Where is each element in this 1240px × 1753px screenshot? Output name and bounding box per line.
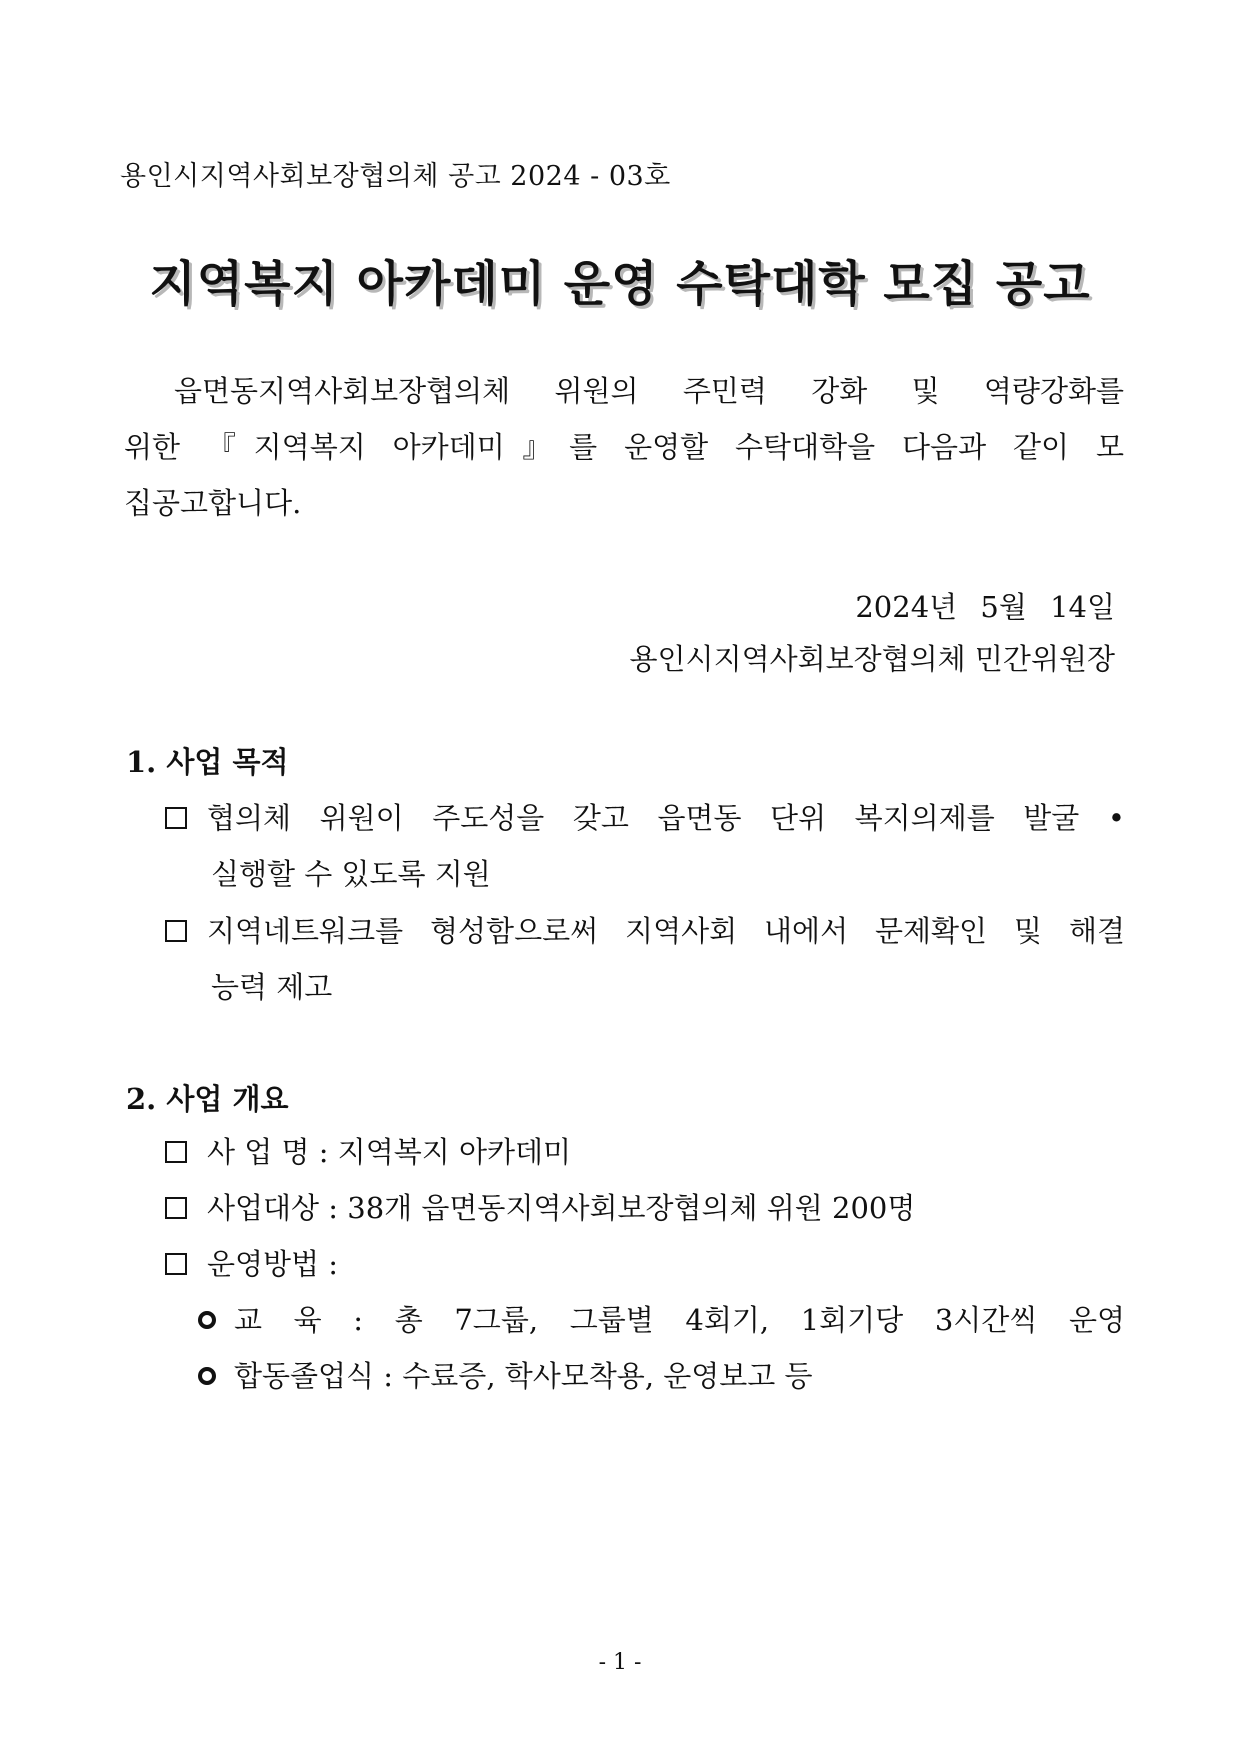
- purpose-item: [165, 790, 1125, 902]
- overview-item: [165, 1124, 1125, 1180]
- intro-line: 위한 『지역복지 아카데미』를 운영할 수탁대학을 다음과 같이 모: [124, 430, 1124, 464]
- sub-item-line: 교 육 : 총 7그룹, 그룹별 4회기, 1회기당 3시간씩 운영: [198, 1292, 1125, 1348]
- sub-item-line: 합동졸업식 : 수료증, 학사모착용, 운영보고 등: [198, 1348, 1125, 1404]
- circle-bullet-icon: [198, 1311, 216, 1329]
- section-heading-purpose: 1. 사업 목적: [126, 745, 289, 779]
- overview-item: [165, 1236, 1125, 1292]
- item-line: 사업대상 : 38개 읍면동지역사회보장협의체 위원 200명: [165, 1180, 1125, 1236]
- section-heading-overview: 2. 사업 개요: [126, 1082, 289, 1116]
- purpose-item: [165, 903, 1125, 1015]
- item-line: 지역네트워크를 형성함으로써 지역사회 내에서 문제확인 및 해결: [165, 903, 1125, 959]
- item-line: 실행할 수 있도록 지원: [211, 857, 491, 891]
- checkbox-bullet-icon: [165, 920, 187, 942]
- item-line: 협의체 위원이 주도성을 갖고 읍면동 단위 복지의제를 발굴 •: [165, 790, 1125, 846]
- method-sub-item: [198, 1348, 1125, 1404]
- document-title: 지역복지 아카데미 운영 수탁대학 모집 공고: [149, 256, 1091, 312]
- intro-line: 집공고합니다.: [124, 486, 302, 520]
- circle-bullet-icon: [198, 1367, 216, 1385]
- item-line: 운영방법 :: [165, 1236, 1125, 1292]
- notice-number: 용인시지역사회보장협의체 공고 2024 - 03호: [120, 161, 671, 192]
- checkbox-bullet-icon: [165, 807, 187, 829]
- overview-item: [165, 1180, 1125, 1236]
- page-number: - 1 -: [598, 1650, 642, 1675]
- checkbox-bullet-icon: [165, 1197, 187, 1219]
- item-line: 사 업 명 : 지역복지 아카데미: [165, 1124, 1125, 1180]
- intro-paragraph: [124, 363, 1124, 531]
- intro-line: 읍면동지역사회보장협의체 위원의 주민력 강화 및 역량강화를: [174, 374, 1124, 408]
- issuer: 용인시지역사회보장협의체 민간위원장: [629, 642, 1115, 676]
- item-line: 능력 제고: [211, 970, 333, 1004]
- checkbox-bullet-icon: [165, 1253, 187, 1275]
- notice-date: 2024년 5월 14일: [855, 590, 1115, 624]
- method-sub-item: [198, 1292, 1125, 1348]
- checkbox-bullet-icon: [165, 1141, 187, 1163]
